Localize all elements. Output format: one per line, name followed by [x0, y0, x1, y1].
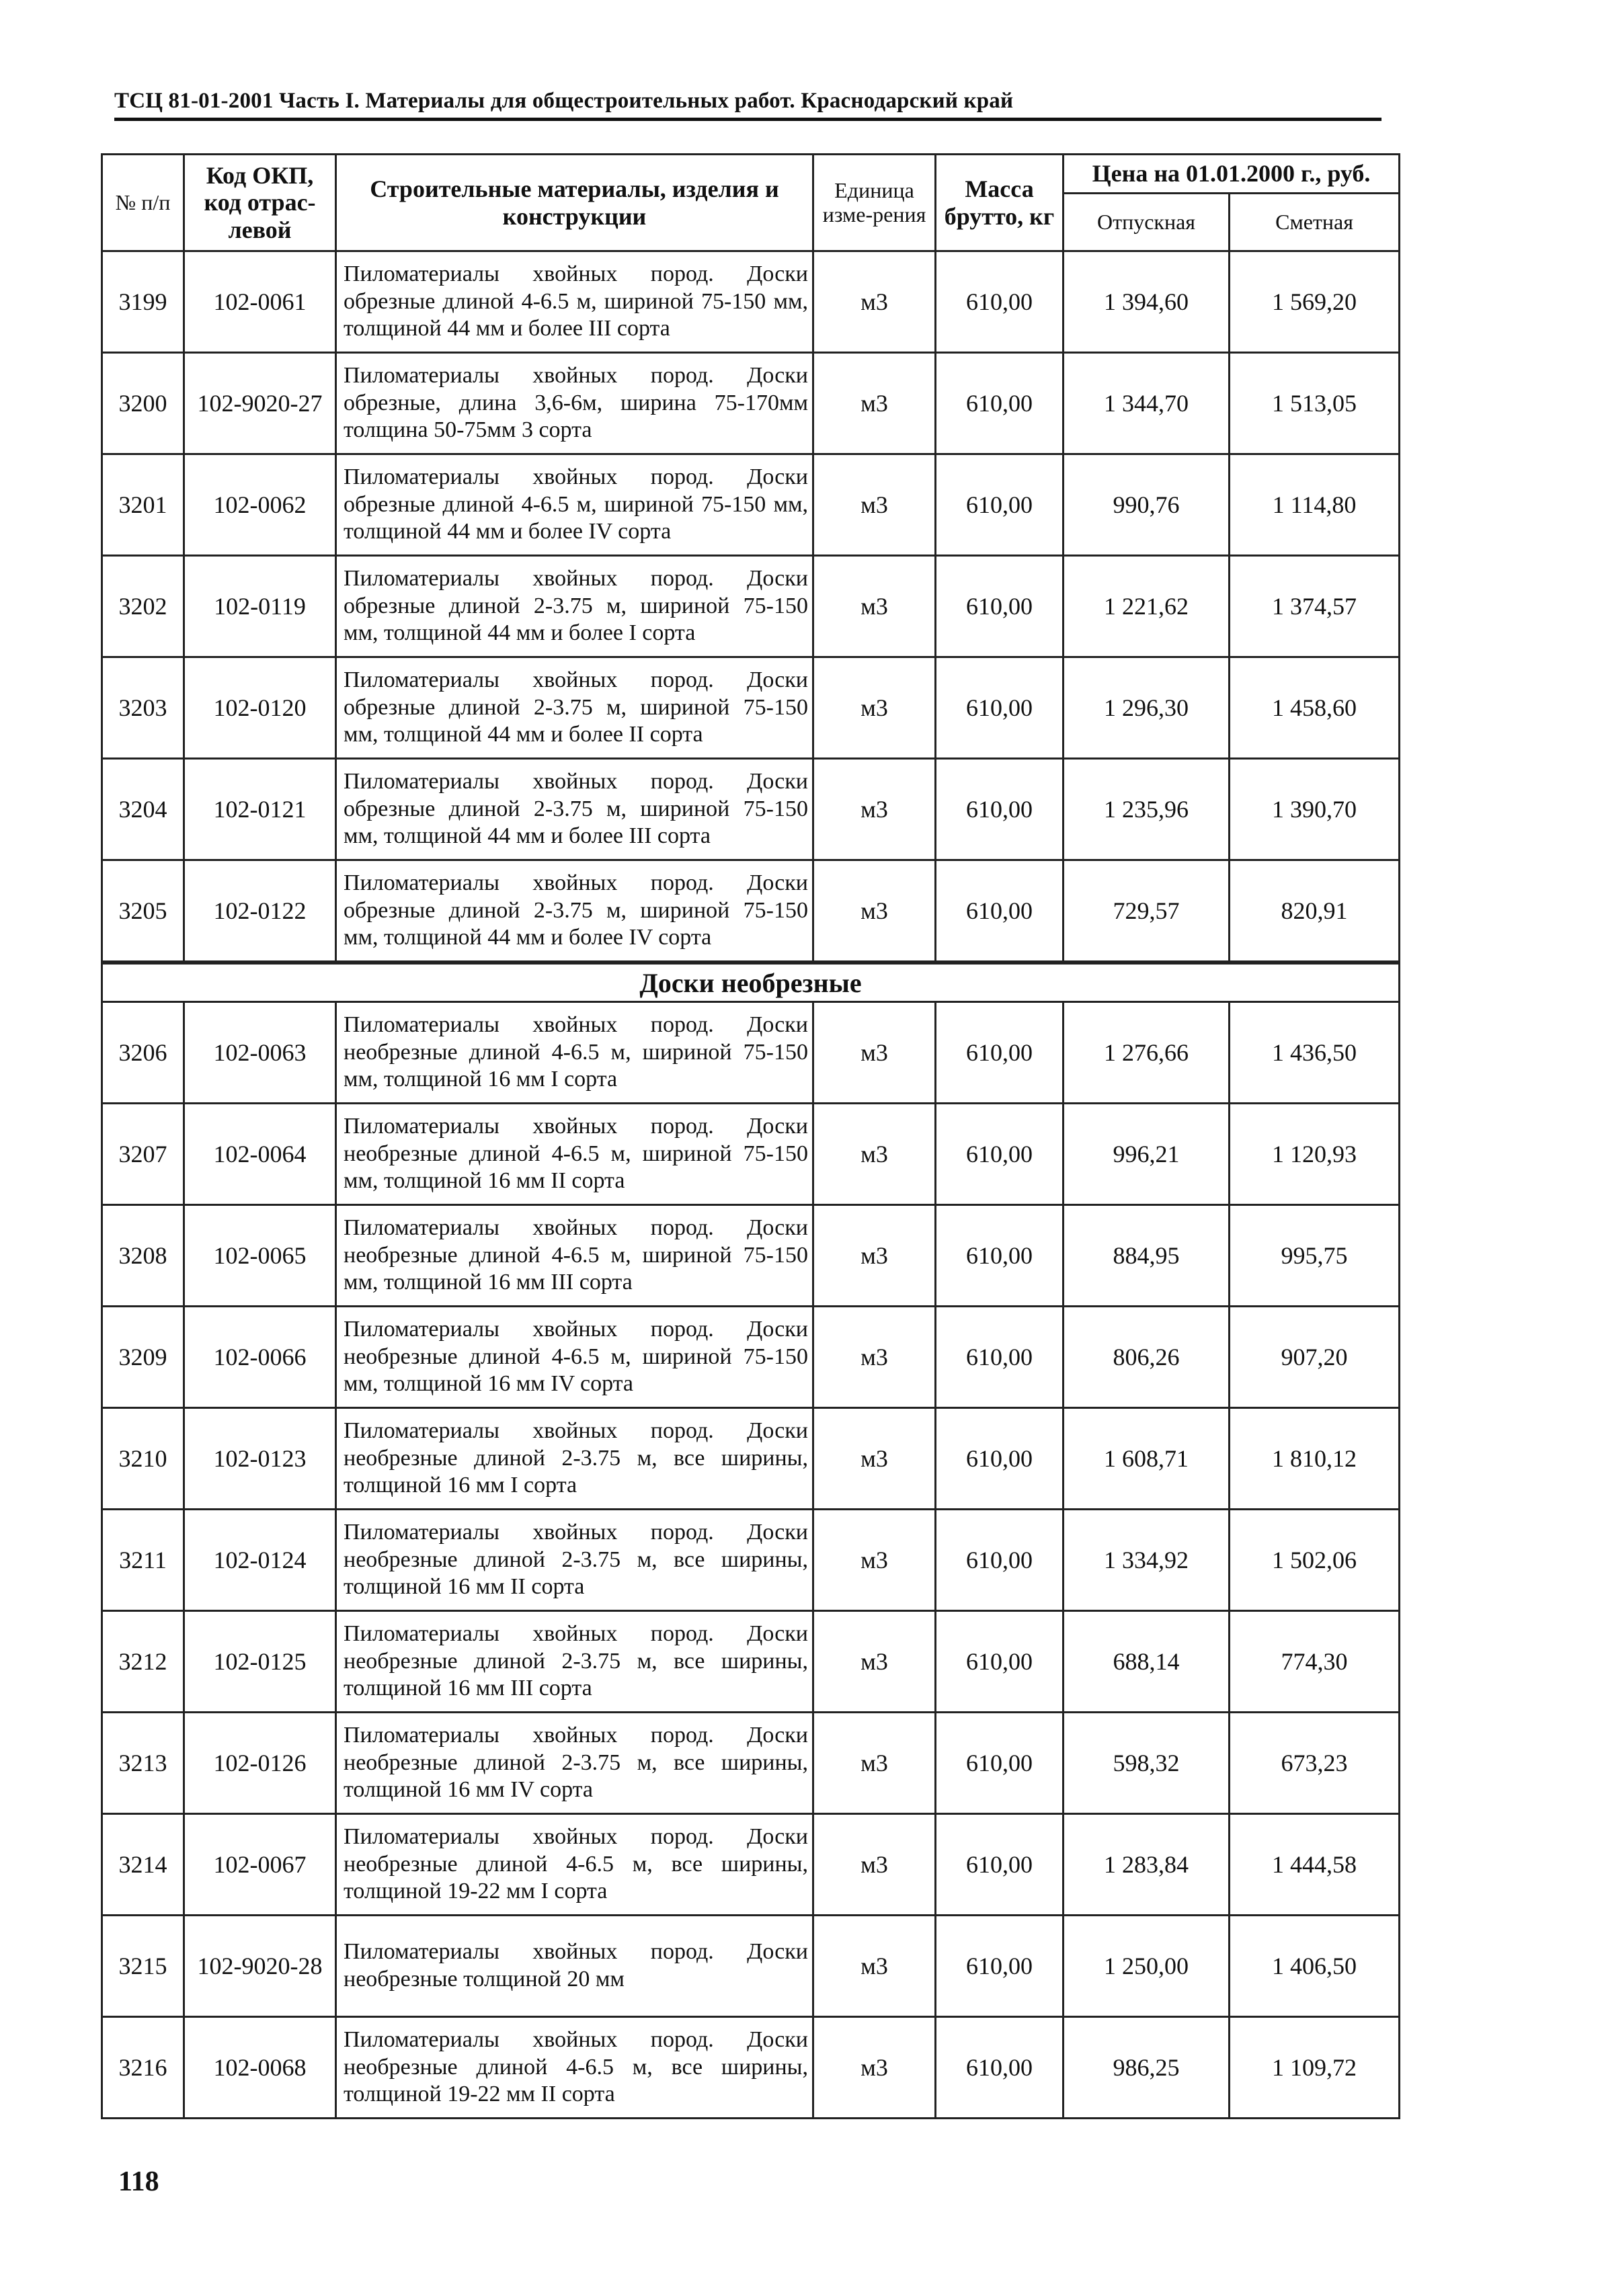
cell-code: 102-0121 [184, 759, 336, 860]
cell-price-estimate: 995,75 [1230, 1205, 1400, 1307]
cell-price-estimate: 1 109,72 [1230, 2017, 1400, 2119]
table-row [102, 251, 1400, 353]
cell-description: Пиломатериалы хвойных пород. Доски необрезные длиной 2-3.75 м, все ширины, толщиной 16 мм III сорта [336, 1611, 813, 1713]
cell-unit: м3 [813, 454, 936, 556]
cell-description: Пиломатериалы хвойных пород. Доски необрезные длиной 2-3.75 м, все ширины, толщиной 16 мм IV сорта [336, 1713, 813, 1814]
cell-code: 102-0120 [184, 657, 336, 759]
cell-code: 102-0064 [184, 1104, 336, 1205]
cell-price-release: 996,21 [1064, 1104, 1230, 1205]
cell-unit: м3 [813, 353, 936, 454]
cell-description: Пиломатериалы хвойных пород. Доски обрезные длиной 4-6.5 м, шириной 75-150 мм, толщиной 44 мм и более III сорта [336, 251, 813, 353]
cell-code: 102-0062 [184, 454, 336, 556]
cell-price-release: 1 235,96 [1064, 759, 1230, 860]
cell-description: Пиломатериалы хвойных пород. Доски обрезные длиной 2-3.75 м, шириной 75-150 мм, толщиной 44 мм и более III сорта [336, 759, 813, 860]
cell-price-estimate: 1 390,70 [1230, 759, 1400, 860]
table-body-edged [102, 251, 1400, 963]
cell-description: Пиломатериалы хвойных пород. Доски необрезные длиной 4-6.5 м, все ширины, толщиной 19-22 мм I сорта [336, 1814, 813, 1916]
cell-mass: 610,00 [936, 251, 1064, 353]
cell-description: Пиломатериалы хвойных пород. Доски обрезные длиной 4-6.5 м, шириной 75-150 мм, толщиной 44 мм и более IV сорта [336, 454, 813, 556]
cell-description: Пиломатериалы хвойных пород. Доски обрезные длиной 2-3.75 м, шириной 75-150 мм, толщиной 44 мм и более IV сорта [336, 860, 813, 963]
cell-mass: 610,00 [936, 1408, 1064, 1510]
cell-code: 102-0124 [184, 1510, 336, 1611]
cell-description: Пиломатериалы хвойных пород. Доски необрезные длиной 2-3.75 м, все ширины, толщиной 16 мм I сорта [336, 1408, 813, 1510]
table-row [102, 1916, 1400, 2017]
price-table [101, 153, 1400, 2119]
cell-code: 102-0067 [184, 1814, 336, 1916]
cell-price-estimate: 1 436,50 [1230, 1002, 1400, 1104]
cell-code: 102-0065 [184, 1205, 336, 1307]
cell-num: 3201 [102, 454, 184, 556]
cell-code: 102-0061 [184, 251, 336, 353]
cell-description: Пиломатериалы хвойных пород. Доски необрезные длиной 4-6.5 м, все ширины, толщиной 19-22 мм II сорта [336, 2017, 813, 2119]
cell-mass: 610,00 [936, 454, 1064, 556]
cell-unit: м3 [813, 1307, 936, 1408]
cell-unit: м3 [813, 1002, 936, 1104]
cell-code: 102-0123 [184, 1408, 336, 1510]
cell-price-release: 1 344,70 [1064, 353, 1230, 454]
cell-price-release: 1 296,30 [1064, 657, 1230, 759]
cell-num: 3204 [102, 759, 184, 860]
cell-num: 3214 [102, 1814, 184, 1916]
cell-mass: 610,00 [936, 1307, 1064, 1408]
cell-unit: м3 [813, 2017, 936, 2119]
cell-price-release: 688,14 [1064, 1611, 1230, 1713]
cell-price-release: 1 221,62 [1064, 556, 1230, 657]
table-row [102, 454, 1400, 556]
cell-mass: 610,00 [936, 1713, 1064, 1814]
cell-description: Пиломатериалы хвойных пород. Доски обрезные длиной 2-3.75 м, шириной 75-150 мм, толщиной 44 мм и более I сорта [336, 556, 813, 657]
page-header: ТСЦ 81-01-2001 Часть I. Материалы для общестроительных работ. Краснодарский край [114, 89, 1381, 121]
cell-description: Пиломатериалы хвойных пород. Доски обрезные длиной 2-3.75 м, шириной 75-150 мм, толщиной 44 мм и более II сорта [336, 657, 813, 759]
cell-price-release: 884,95 [1064, 1205, 1230, 1307]
cell-num: 3206 [102, 1002, 184, 1104]
cell-description: Пиломатериалы хвойных пород. Доски необрезные длиной 4-6.5 м, шириной 75-150 мм, толщиной 16 мм I сорта [336, 1002, 813, 1104]
cell-unit: м3 [813, 657, 936, 759]
cell-price-estimate: 1 513,05 [1230, 353, 1400, 454]
table-row [102, 860, 1400, 963]
table-row [102, 1307, 1400, 1408]
cell-code: 102-9020-28 [184, 1916, 336, 2017]
cell-unit: м3 [813, 759, 936, 860]
cell-price-estimate: 820,91 [1230, 860, 1400, 963]
cell-num: 3202 [102, 556, 184, 657]
cell-price-estimate: 1 120,93 [1230, 1104, 1400, 1205]
cell-price-estimate: 1 406,50 [1230, 1916, 1400, 2017]
cell-price-release: 1 394,60 [1064, 251, 1230, 353]
cell-price-estimate: 1 458,60 [1230, 657, 1400, 759]
cell-price-estimate: 774,30 [1230, 1611, 1400, 1713]
table-row [102, 2017, 1400, 2119]
cell-num: 3211 [102, 1510, 184, 1611]
cell-mass: 610,00 [936, 353, 1064, 454]
table-header-row [102, 155, 1400, 194]
cell-unit: м3 [813, 1205, 936, 1307]
cell-description: Пиломатериалы хвойных пород. Доски необрезные толщиной 20 мм [336, 1916, 813, 2017]
cell-code: 102-0063 [184, 1002, 336, 1104]
cell-price-release: 990,76 [1064, 454, 1230, 556]
cell-unit: м3 [813, 1916, 936, 2017]
section-title: Доски необрезные [102, 962, 1400, 1002]
table-row [102, 657, 1400, 759]
cell-mass: 610,00 [936, 1916, 1064, 2017]
table-row [102, 556, 1400, 657]
cell-unit: м3 [813, 1611, 936, 1713]
cell-unit: м3 [813, 1104, 936, 1205]
cell-unit: м3 [813, 1510, 936, 1611]
cell-unit: м3 [813, 1713, 936, 1814]
cell-code: 102-0068 [184, 2017, 336, 2119]
cell-unit: м3 [813, 1814, 936, 1916]
table-row [102, 1002, 1400, 1104]
table-body-unedged [102, 1002, 1400, 2119]
cell-num: 3212 [102, 1611, 184, 1713]
cell-code: 102-9020-27 [184, 353, 336, 454]
cell-price-estimate: 1 569,20 [1230, 251, 1400, 353]
table-row [102, 1205, 1400, 1307]
table-row [102, 353, 1400, 454]
cell-mass: 610,00 [936, 657, 1064, 759]
col-header-price-group: Цена на 01.01.2000 г., руб. [1064, 155, 1400, 194]
cell-price-estimate: 1 114,80 [1230, 454, 1400, 556]
cell-num: 3200 [102, 353, 184, 454]
cell-price-estimate: 907,20 [1230, 1307, 1400, 1408]
col-header-price-estimate: Сметная [1230, 194, 1400, 251]
cell-price-release: 1 334,92 [1064, 1510, 1230, 1611]
cell-price-estimate: 673,23 [1230, 1713, 1400, 1814]
cell-mass: 610,00 [936, 1104, 1064, 1205]
cell-unit: м3 [813, 1408, 936, 1510]
cell-price-release: 729,57 [1064, 860, 1230, 963]
table-row [102, 1611, 1400, 1713]
cell-num: 3209 [102, 1307, 184, 1408]
cell-price-release: 598,32 [1064, 1713, 1230, 1814]
table-row [102, 1510, 1400, 1611]
cell-description: Пиломатериалы хвойных пород. Доски необрезные длиной 4-6.5 м, шириной 75-150 мм, толщиной 16 мм III сорта [336, 1205, 813, 1307]
cell-mass: 610,00 [936, 556, 1064, 657]
table-row [102, 759, 1400, 860]
cell-num: 3203 [102, 657, 184, 759]
cell-unit: м3 [813, 251, 936, 353]
cell-price-release: 986,25 [1064, 2017, 1230, 2119]
cell-description: Пиломатериалы хвойных пород. Доски необрезные длиной 2-3.75 м, все ширины, толщиной 16 мм II сорта [336, 1510, 813, 1611]
cell-num: 3199 [102, 251, 184, 353]
section-row-group [102, 962, 1400, 1002]
cell-code: 102-0125 [184, 1611, 336, 1713]
table-row [102, 1713, 1400, 1814]
cell-description: Пиломатериалы хвойных пород. Доски необрезные длиной 4-6.5 м, шириной 75-150 мм, толщиной 16 мм II сорта [336, 1104, 813, 1205]
cell-description: Пиломатериалы хвойных пород. Доски обрезные, длина 3,6-6м, ширина 75-170мм толщина 50-75мм 3 сорта [336, 353, 813, 454]
cell-mass: 610,00 [936, 1814, 1064, 1916]
cell-description: Пиломатериалы хвойных пород. Доски необрезные длиной 4-6.5 м, шириной 75-150 мм, толщиной 16 мм IV сорта [336, 1307, 813, 1408]
table-row [102, 1104, 1400, 1205]
cell-price-estimate: 1 810,12 [1230, 1408, 1400, 1510]
cell-mass: 610,00 [936, 759, 1064, 860]
cell-num: 3210 [102, 1408, 184, 1510]
cell-code: 102-0122 [184, 860, 336, 963]
cell-num: 3205 [102, 860, 184, 963]
col-header-code: Код ОКП, код отрас-левой [184, 155, 336, 251]
cell-num: 3213 [102, 1713, 184, 1814]
cell-mass: 610,00 [936, 860, 1064, 963]
table-row [102, 1814, 1400, 1916]
cell-num: 3216 [102, 2017, 184, 2119]
cell-code: 102-0119 [184, 556, 336, 657]
cell-mass: 610,00 [936, 1611, 1064, 1713]
section-row [102, 962, 1400, 1002]
cell-num: 3215 [102, 1916, 184, 2017]
col-header-price-release: Отпускная [1064, 194, 1230, 251]
col-header-name: Строительные материалы, изделия и конструкции [336, 155, 813, 251]
page-number: 118 [118, 2166, 159, 2197]
col-header-unit: Единица изме-рения [813, 155, 936, 251]
col-header-mass: Масса брутто, кг [936, 155, 1064, 251]
cell-code: 102-0126 [184, 1713, 336, 1814]
cell-mass: 610,00 [936, 1510, 1064, 1611]
cell-price-estimate: 1 374,57 [1230, 556, 1400, 657]
cell-mass: 610,00 [936, 1205, 1064, 1307]
cell-price-release: 806,26 [1064, 1307, 1230, 1408]
table-row [102, 1408, 1400, 1510]
cell-unit: м3 [813, 556, 936, 657]
cell-price-estimate: 1 444,58 [1230, 1814, 1400, 1916]
cell-mass: 610,00 [936, 2017, 1064, 2119]
cell-unit: м3 [813, 860, 936, 963]
col-header-num: № п/п [102, 155, 184, 251]
cell-mass: 610,00 [936, 1002, 1064, 1104]
cell-num: 3208 [102, 1205, 184, 1307]
cell-price-estimate: 1 502,06 [1230, 1510, 1400, 1611]
cell-price-release: 1 283,84 [1064, 1814, 1230, 1916]
cell-price-release: 1 276,66 [1064, 1002, 1230, 1104]
cell-price-release: 1 608,71 [1064, 1408, 1230, 1510]
cell-code: 102-0066 [184, 1307, 336, 1408]
cell-price-release: 1 250,00 [1064, 1916, 1230, 2017]
cell-num: 3207 [102, 1104, 184, 1205]
